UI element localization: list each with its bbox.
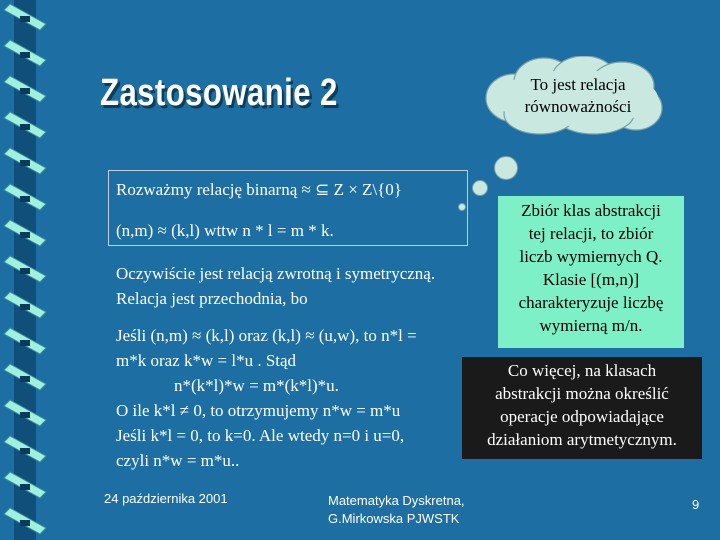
body-line-4: m*k oraz k*w = l*u . Stąd xyxy=(116,351,297,370)
thought-bubble-medium xyxy=(472,180,488,196)
body-line-5: n*(k*l)*w = m*(k*l)*u. xyxy=(174,376,339,395)
cloud-line-1: To jest relacja xyxy=(530,75,626,94)
thought-bubble-large xyxy=(494,156,518,180)
body-line-1: Oczywiście jest relacją zwrotną i symetryczną. xyxy=(116,264,436,283)
footer-date: 24 października 2001 xyxy=(104,491,228,506)
binding-hole xyxy=(20,16,30,22)
callout-dark-line-4: działaniom arytmetycznym. xyxy=(487,430,677,449)
operations-callout xyxy=(462,357,702,459)
page-title: Zastosowanie 2 xyxy=(100,72,338,114)
binding-hole xyxy=(20,196,30,202)
binding-hole xyxy=(20,484,30,490)
body-line-6: O ile k*l ≠ 0, to otrzymujemy n*w = m*u xyxy=(116,401,401,420)
cloud-text xyxy=(498,74,658,118)
binding-hole xyxy=(20,124,30,130)
body-line-3: Jeśli (n,m) ≈ (k,l) oraz (k,l) ≈ (u,w), to n*l = xyxy=(116,326,417,345)
page-number: 9 xyxy=(692,497,700,512)
body-line-2: Relacja jest przechodnia, bo xyxy=(116,289,308,308)
callout-green-line-6: wymierną m/n. xyxy=(539,316,643,335)
definition-line-2: (n,m) ≈ (k,l) wttw n * l = m * k. xyxy=(116,221,334,240)
binding-hole xyxy=(20,160,30,166)
binding-hole xyxy=(20,448,30,454)
cloud-line-2: równoważności xyxy=(524,97,632,116)
callout-green-line-5: charakteryzuje liczbę xyxy=(518,293,664,312)
spiral-binding xyxy=(0,0,50,540)
binding-hole xyxy=(20,52,30,58)
binding-hole xyxy=(20,376,30,382)
footer-course-line-2: G.Mirkowska PJWSTK xyxy=(328,511,460,526)
binding-hole xyxy=(20,340,30,346)
callout-green-line-2: tej relacji, to zbiór xyxy=(528,224,654,243)
footer-course-line-1: Matematyka Dyskretna, xyxy=(328,493,465,508)
body-line-7: Jeśli k*l = 0, to k=0. Ale wtedy n=0 i u=0, xyxy=(116,426,405,445)
binding-hole xyxy=(20,88,30,94)
body-line-8: czyli n*w = m*u.. xyxy=(116,451,240,470)
binding-hole xyxy=(20,520,30,526)
binding-hole xyxy=(20,304,30,310)
footer-course xyxy=(328,492,465,528)
binding-hole xyxy=(20,232,30,238)
abstraction-classes-callout xyxy=(498,196,684,348)
callout-dark-line-3: operacje odpowiadające xyxy=(500,407,664,426)
callout-green-line-3: liczb wymiernych Q. xyxy=(519,247,663,266)
callout-dark-line-2: abstrakcji można określić xyxy=(495,384,669,403)
binding-hole xyxy=(20,412,30,418)
callout-green-line-1: Zbiór klas abstrakcji xyxy=(521,201,661,220)
callout-dark-line-1: Co więcej, na klasach xyxy=(507,361,657,380)
definition-line-1: Rozważmy relację binarną ≈ ⊆ Z × Z\{0} xyxy=(116,180,402,199)
binding-hole xyxy=(20,268,30,274)
callout-green-line-4: Klasie [(m,n)] xyxy=(542,270,640,289)
